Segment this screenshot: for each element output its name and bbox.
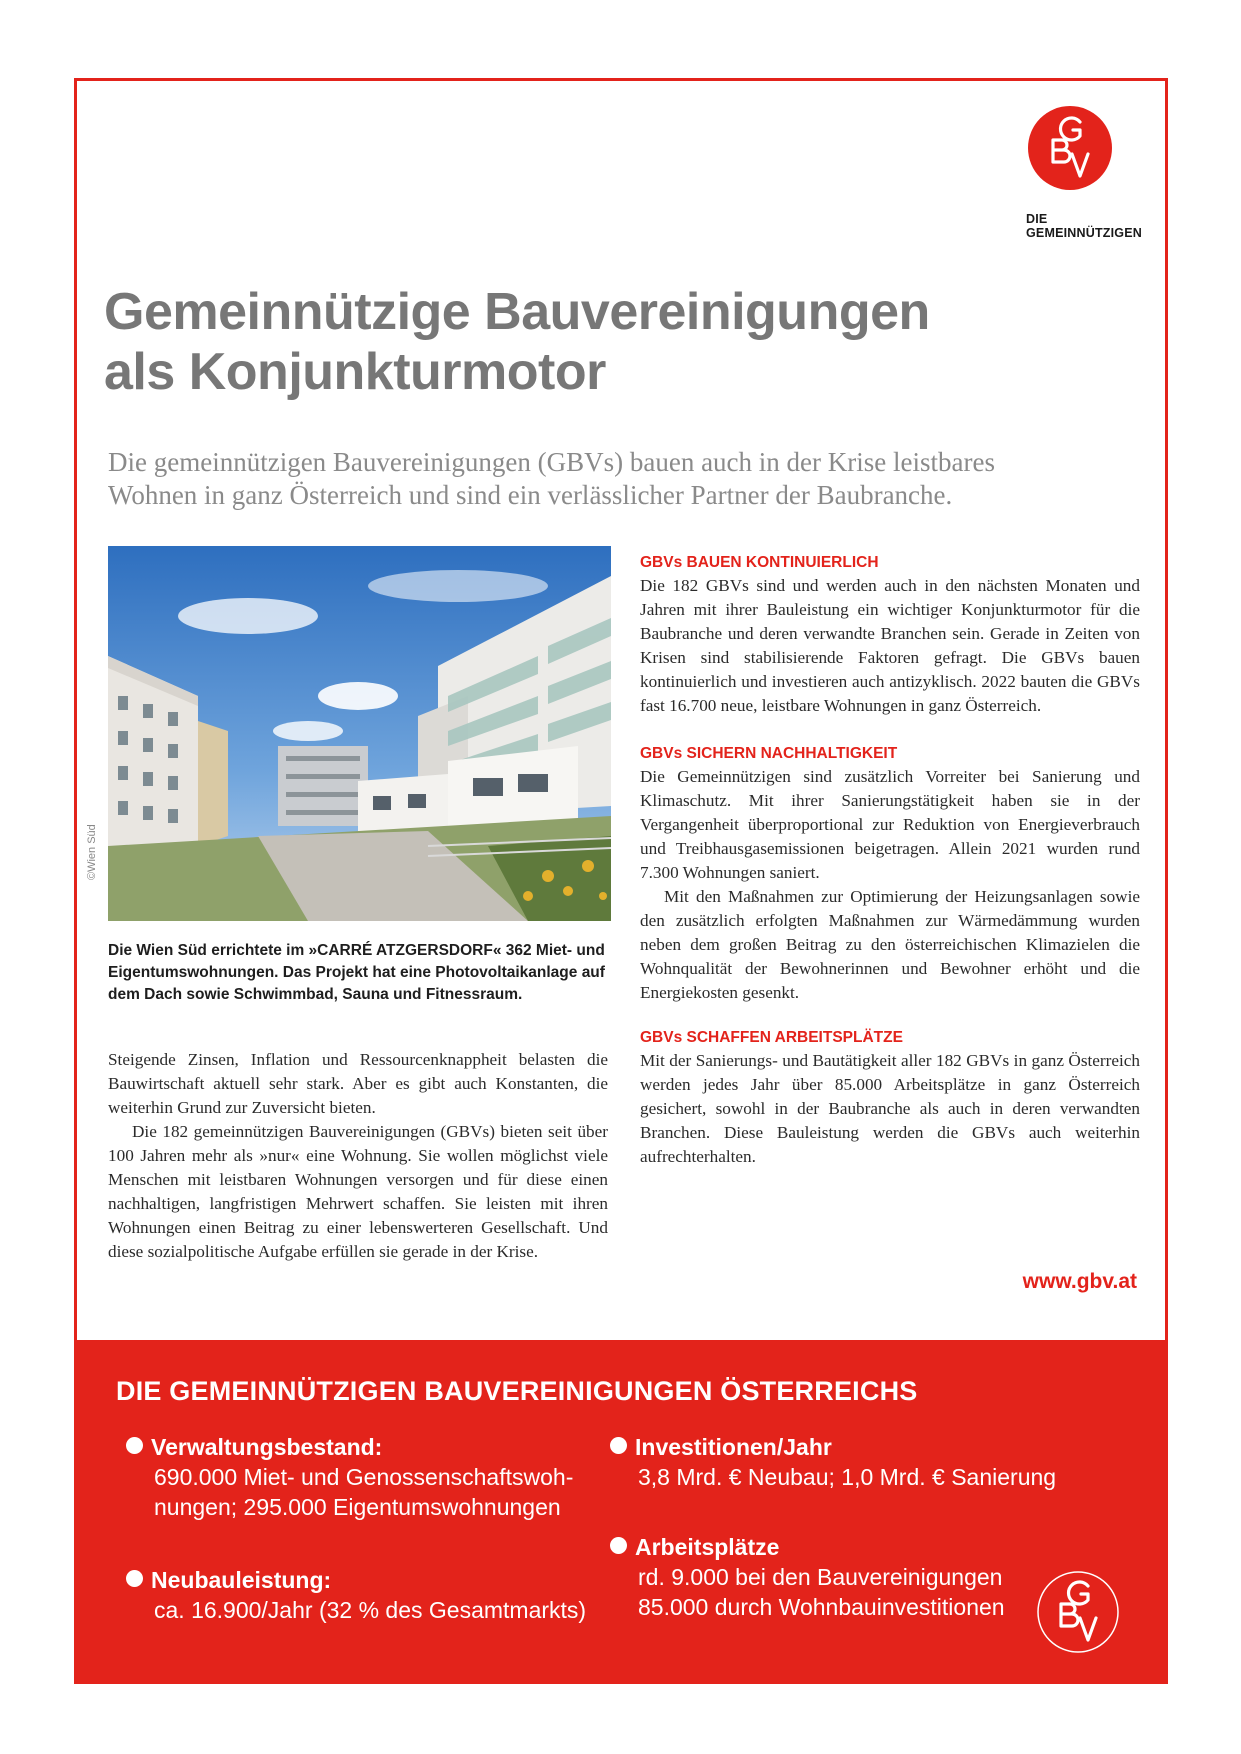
section-text-sustainability-1: Die Gemeinnützigen sind zusätzlich Vorreiter bei Sanierung und Klimaschutz. Mit ihrer Sanierungstätigkeit haben sie in der Vergangenheit überproportional zur Reduktion von Energieverbrauch und Treibhausgasemissionen beigetragen. Allein 2021 wurden rund 7.300 Wohnungen saniert. [640, 767, 1140, 882]
fact-label: Neubauleistung: [126, 1565, 586, 1595]
right-column [640, 552, 1140, 1169]
fact-label: Verwaltungsbestand: [126, 1432, 573, 1462]
fact-label: Investitionen/Jahr [610, 1432, 1056, 1462]
page-title [104, 282, 1104, 402]
logo-text-line2: GEMEINNÜTZIGEN [1026, 226, 1142, 240]
section-text-sustainability-2: Mit den Maßnahmen zur Optimierung der Heizungsanlagen sowie den zusätzlich erfolgten Maßnahmen zur Wärmedämmung wurden neben dem großen Beitrag zu den österreichischen Klimazielen die Wohnqualität der Bewohnerinnen und Bewohner erhöht und die Energiekosten gesenkt. [640, 887, 1140, 1002]
fact-value-line1: 3,8 Mrd. € Neubau; 1,0 Mrd. € Sanierung [638, 1464, 1057, 1490]
section-text-building: Die 182 GBVs sind und werden auch in den nächsten Monaten und Jahren mit ihrer Bauleistung ein wichtiger Konjunkturmotor für die Baubranche und deren verwandte Branchen sein. Gerade in Zeiten von Krisen sind stabilisierende Faktoren gefragt. Die GBVs bauen kontinuierlich und investieren auch antizyklisch. 2022 bauten die GBVs fast 16.700 neue, leistbare Wohnungen in ganz Österreich. [640, 576, 1140, 715]
photo-caption: Die Wien Süd errichtete im »CARRÉ ATZGERSDORF« 362 Miet- und Eigentumswohnungen. Das Projekt hat eine Photovoltaikanlage auf dem Dach sowie Schwimmbad, Sauna und Fitnessraum. [108, 942, 605, 1003]
photo-credit: ©Wien Süd [86, 824, 98, 880]
fact-value-line1: 690.000 Miet- und Genossenschaftswoh- [154, 1464, 574, 1490]
subtitle [108, 446, 1148, 512]
gbv-monogram-icon [1028, 106, 1112, 190]
section-heading-jobs: GBVs SCHAFFEN ARBEITSPLÄTZE [640, 1029, 903, 1046]
building-photo [108, 546, 611, 921]
facts-box [74, 1340, 1168, 1684]
fact-administration [126, 1432, 573, 1522]
facts-title: DIE GEMEINNÜTZIGEN BAUVEREINIGUNGEN ÖSTERREICHS [116, 1376, 918, 1406]
fact-new-construction [126, 1565, 586, 1625]
intro-text [108, 1048, 608, 1264]
intro-paragraph-1: Steigende Zinsen, Inflation und Ressourcenknappheit belasten die Bauwirtschaft aktuell sehr stark. Aber es gibt auch Konstanten, die weiterhin Grund zur Zuversicht bieten. [108, 1050, 608, 1117]
fact-value-line2: 85.000 durch Wohnbauinvestitionen [638, 1594, 1005, 1620]
fact-jobs [610, 1532, 1005, 1622]
section-text-jobs: Mit der Sanierungs- und Bautätigkeit aller 182 GBVs in ganz Österreich werden jedes Jahr über 85.000 Arbeitsplätze in ganz Österreich gesichert, sowohl in der Baubranche als auch in deren verwandten Branchen. Diese Bauleistung werden die GBVs auch weiterhin aufrechterhalten. [640, 1051, 1140, 1166]
fact-value-line1: ca. 16.900/Jahr (32 % des Gesamtmarkts) [154, 1597, 587, 1623]
fact-label: Arbeitsplätze [610, 1532, 1005, 1562]
logo-text-line1: DIE [1026, 212, 1048, 226]
logo-wordmark [1026, 212, 1142, 240]
title-line-1: Gemeinnützige Bauvereinigungen [104, 283, 930, 341]
fact-value-line2: nungen; 295.000 Eigentumswohnungen [154, 1494, 561, 1520]
section-heading-sustainability: GBVs SICHERN NACHHALTIGKEIT [640, 745, 898, 762]
intro-paragraph-2: Die 182 gemeinnützigen Bauvereinigungen (GBVs) bieten seit über 100 Jahren mehr als »nur« eine Wohnung. Sie wollen möglichst viele Menschen mit leistbaren Wohnungen versorgen und für diese einen nachhaltigen, langfristigen Mehrwert schaffen. Sie leisten mit ihren Wohnungen einen Beitrag zu einer lebenswerteren Gesellschaft. Und diese sozialpolitische Aufgabe erfüllen sie gerade in der Krise. [108, 1122, 608, 1261]
website-link[interactable]: www.gbv.at [1022, 1270, 1137, 1293]
fact-value-line1: rd. 9.000 bei den Bauvereinigungen [638, 1564, 1003, 1590]
gbv-logo-white-icon [1036, 1570, 1120, 1654]
gbv-logo [1028, 106, 1112, 190]
subtitle-line-2: Wohnen in ganz Österreich und sind ein verlässlicher Partner der Baubranche. [108, 480, 953, 510]
housing-complex-illustration [108, 546, 611, 921]
title-line-2: als Konjunkturmotor [104, 343, 606, 401]
subtitle-line-1: Die gemeinnützigen Bauvereinigungen (GBVs) bauen auch in der Krise leistbares [108, 447, 995, 477]
fact-investments [610, 1432, 1056, 1492]
section-heading-building: GBVs BAUEN KONTINUIERLICH [640, 554, 879, 571]
